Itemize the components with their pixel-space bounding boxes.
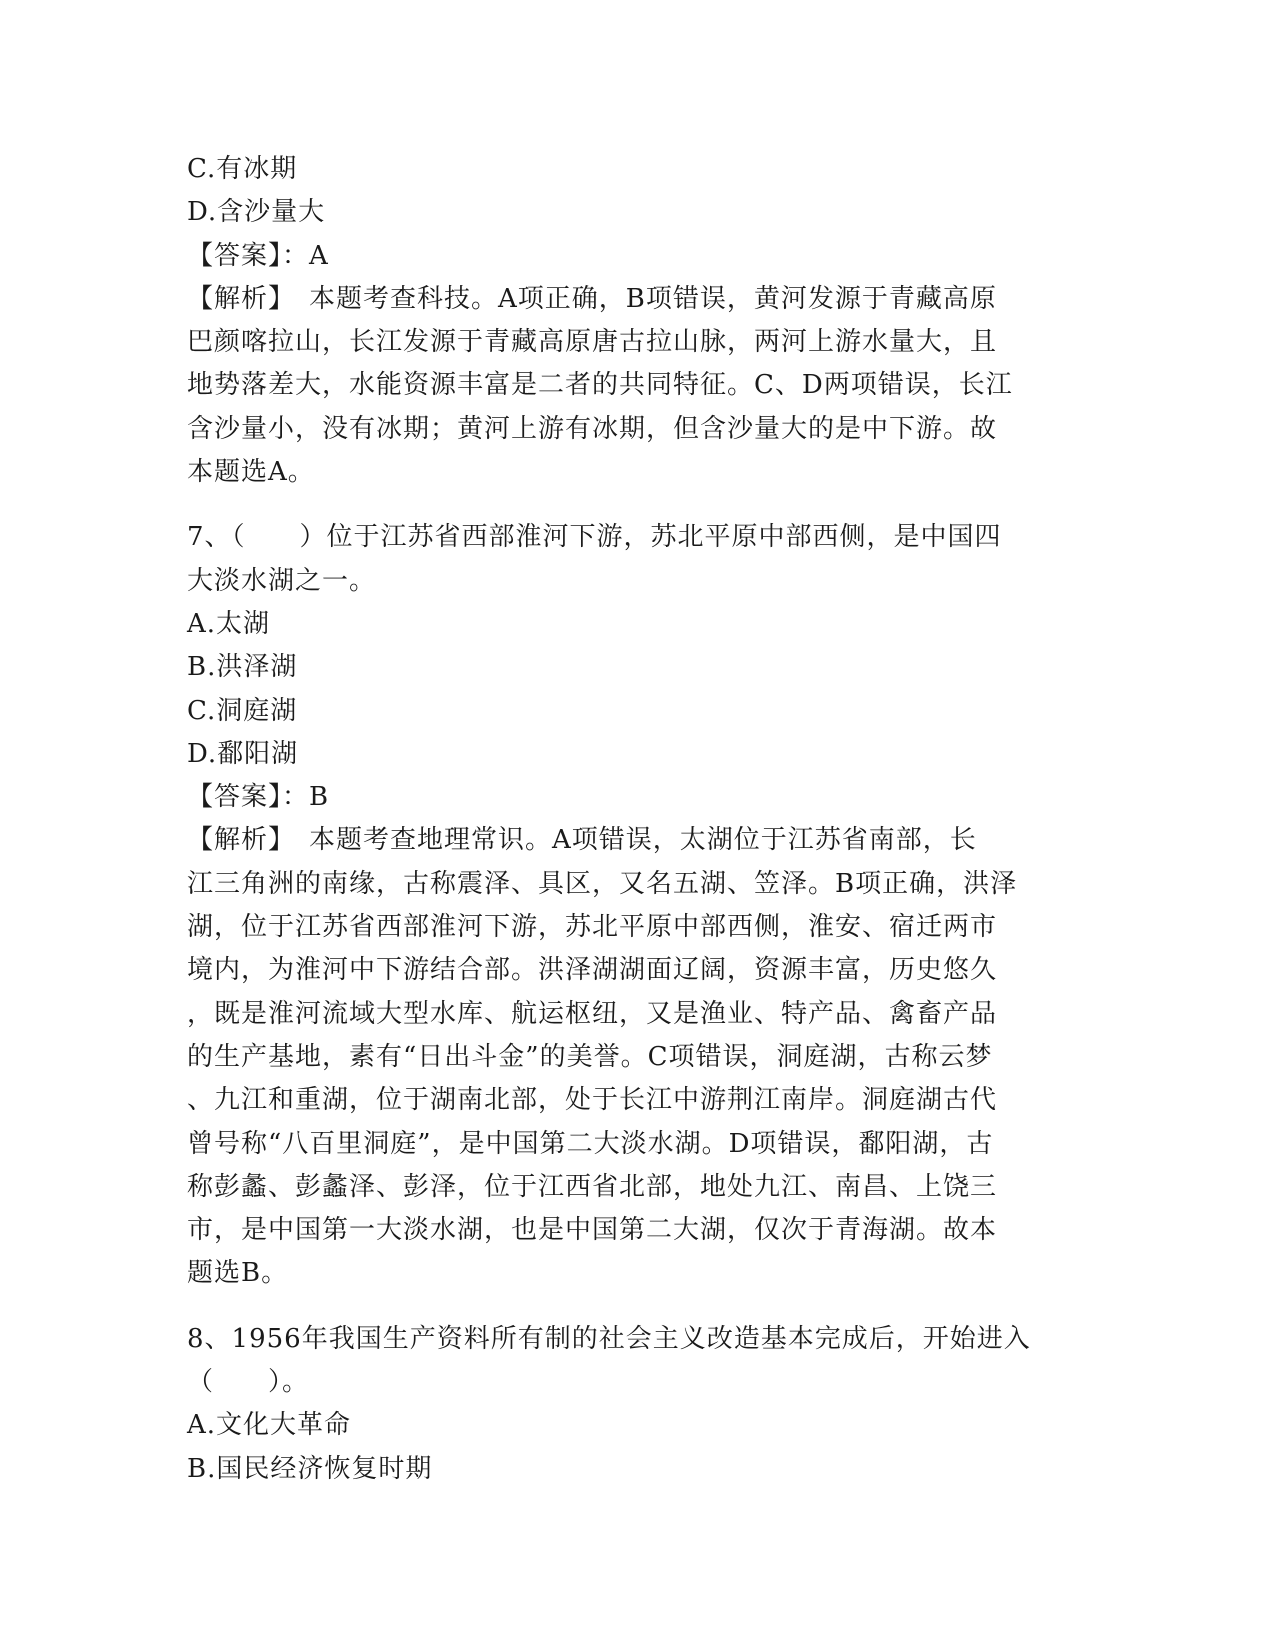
- q7-analysis-line: 境内，为淮河中下游结合部。洪泽湖湖面辽阔，资源丰富，历史悠久: [187, 955, 998, 986]
- q7-analysis: [187, 819, 1087, 1295]
- q6-analysis-line: 巴颜喀拉山，长江发源于青藏高原唐古拉山脉，两河上游水量大，且: [187, 327, 998, 358]
- q6-analysis-line: 本题选A。: [187, 457, 315, 488]
- q7-analysis-line: 【解析】 本题考查地理常识。A项错误，太湖位于江苏省南部，长: [187, 825, 977, 856]
- q8-question-line: （ ）。: [187, 1367, 310, 1398]
- q7-analysis-line: ，既是淮河流域大型水库、航运枢纽，又是渔业、特产品、禽畜产品: [187, 998, 998, 1029]
- q6-analysis-line: 地势落差大，水能资源丰富是二者的共同特征。C、D两项错误，长江: [187, 370, 1013, 401]
- spacer: [187, 494, 1087, 516]
- spacer: [187, 1296, 1087, 1318]
- q6-analysis-line: 含沙量小，没有冰期；黄河上游有冰期，但含沙量大的是中下游。故: [187, 413, 998, 444]
- q7-analysis-line: 的生产基地，素有“日出斗金”的美誉。C项错误，洞庭湖，古称云梦: [187, 1041, 993, 1072]
- q6-option-c: C.有冰期: [187, 154, 298, 184]
- q7-answer: 【答案】：B: [187, 782, 330, 813]
- q7-analysis-line: 江三角洲的南缘，古称震泽、具区，又名五湖、笠泽。B项正确，洪泽: [187, 868, 1018, 899]
- q8-option-a: A.文化大革命: [187, 1410, 352, 1441]
- q7-analysis-line: 湖，位于江苏省西部淮河下游，苏北平原中部西侧，淮安、宿迁两市: [187, 912, 998, 943]
- q7-option-b: B.洪泽湖: [187, 652, 298, 683]
- q7-analysis-line: 、九江和重湖，位于湖南北部，处于长江中游荆江南岸。洞庭湖古代: [187, 1085, 998, 1116]
- question-8: [187, 1318, 1087, 1491]
- q6-option-d: D.含沙量大: [187, 197, 326, 228]
- q7-question-line: 7、（ ）位于江苏省西部淮河下游，苏北平原中部西侧，是中国四: [187, 522, 1002, 553]
- q7-option-a: A.太湖: [187, 608, 271, 639]
- q7-option-d: D.鄱阳湖: [187, 738, 299, 769]
- q7-analysis-line: 市，是中国第一大淡水湖，也是中国第二大湖，仅次于青海湖。故本: [187, 1215, 998, 1246]
- question-6-tail: [187, 148, 1087, 494]
- q7-question-line: 大淡水湖之一。: [187, 565, 377, 596]
- q7-option-c: C.洞庭湖: [187, 695, 298, 726]
- q6-answer: 【答案】：A: [187, 240, 329, 271]
- q6-analysis-line: 【解析】 本题考查科技。A项正确，B项错误，黄河发源于青藏高原: [187, 283, 997, 314]
- q8-question-line: 8、1956年我国生产资料所有制的社会主义改造基本完成后，开始进入: [187, 1323, 1031, 1354]
- q7-analysis-line: 题选B。: [187, 1258, 289, 1289]
- q8-option-b: B.国民经济恢复时期: [187, 1453, 433, 1484]
- document-page: [187, 148, 1087, 1491]
- q6-analysis: [187, 278, 1087, 494]
- question-7: [187, 516, 1087, 1295]
- q7-analysis-line: 曾号称“八百里洞庭”，是中国第二大淡水湖。D项错误，鄱阳湖，古: [187, 1128, 994, 1159]
- q7-analysis-line: 称彭蠡、彭蠡泽、彭泽，位于江西省北部，地处九江、南昌、上饶三: [187, 1171, 998, 1202]
